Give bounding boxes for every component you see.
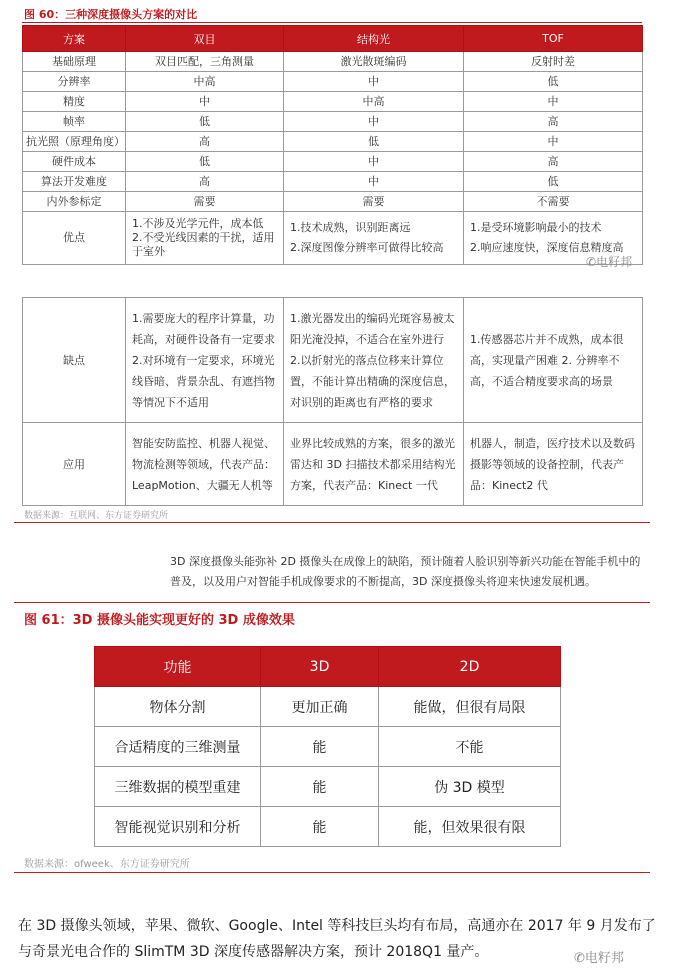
- table-cell: 需要: [126, 192, 284, 212]
- table-cell: 能: [261, 807, 379, 847]
- table-cell: 三维数据的模型重建: [95, 767, 261, 807]
- table-cell: 低: [284, 132, 464, 152]
- header-cell: TOF: [464, 26, 643, 52]
- applications-tof: 机器人，制造，医疗技术以及数码摄影等领域的设备控制，代表产品：Kinect2 代: [464, 423, 643, 506]
- table-cell: 硬件成本: [23, 152, 126, 172]
- table-cell: 精度: [23, 92, 126, 112]
- table-cell: 能: [261, 727, 379, 767]
- table-cell: 中高: [126, 72, 284, 92]
- figure-60-source: 数据来源：互联网、东方证券研究所: [24, 511, 169, 521]
- table-row: [95, 727, 561, 767]
- disadvantages-label: 缺点: [23, 298, 126, 423]
- disadvantages-tof: 1.传感器芯片并不成熟，成本很高，实现量产困难 2. 分辨率不高，不适合精度要求高的场景: [464, 298, 643, 423]
- wechat-icon: ✆: [574, 951, 585, 966]
- advantage-line: 2.响应速度快，深度信息精度高: [470, 241, 624, 254]
- figure-61-bottom-rule: [14, 872, 650, 873]
- watermark: ✆电籽邦: [586, 255, 633, 269]
- table-cell: 双目匹配，三角测量: [126, 52, 284, 72]
- table-cell: 中高: [284, 92, 464, 112]
- table-cell: 中: [126, 92, 284, 112]
- table-cell: 低: [126, 112, 284, 132]
- header-cell: 方案: [23, 26, 126, 52]
- figure-60-title: 图 60：三种深度摄像头方案的对比: [24, 8, 198, 21]
- table-cell: 低: [464, 172, 643, 192]
- body-paragraph-2: 在 3D 摄像头领域，苹果、微软、Google、Intel 等科技巨头均有布局，高通亦在 2017 年 9 月发布了与奇景光电合作的 SlimTM 3D 深度传感器解决方案，预计 2018Q1 量产。: [18, 918, 656, 960]
- table-cell: 高: [126, 132, 284, 152]
- disadvantages-binocular: 1.需要庞大的程序计算量，功耗高，对硬件设备有一定要求 2.对环境有一定要求，环境光线昏暗、背景杂乱、有遮挡物等情况下不适用: [126, 298, 284, 423]
- figure-60-bottom-rule: [14, 522, 650, 523]
- advantages-row: [23, 212, 643, 265]
- table-row: [23, 132, 643, 152]
- table-cell: 反射时差: [464, 52, 643, 72]
- table-cell: 能做，但很有局限: [379, 687, 561, 727]
- figure-61-top-rule: [14, 602, 650, 603]
- applications-structured: 业界比较成熟的方案，很多的激光雷达和 3D 扫描技术都采用结构光方案，代表产品：Kinect 一代: [284, 423, 464, 506]
- table-row: [23, 72, 643, 92]
- table-cell: 内外参标定: [23, 192, 126, 212]
- advantages-structured: [284, 212, 464, 265]
- table-row: [23, 112, 643, 132]
- table-row: [23, 52, 643, 72]
- table-header-row: [23, 26, 643, 52]
- table-row: [95, 687, 561, 727]
- table-cell: 中: [284, 72, 464, 92]
- table-cell: 基础原理: [23, 52, 126, 72]
- table-cell: 低: [464, 72, 643, 92]
- table-row: [23, 152, 643, 172]
- applications-row: [23, 423, 643, 506]
- header-cell: 结构光: [284, 26, 464, 52]
- table-cell: 高: [126, 172, 284, 192]
- table-cell: 不能: [379, 727, 561, 767]
- table-cell: 高: [464, 152, 643, 172]
- advantage-line: 1.不涉及光学元件，成本低: [132, 217, 264, 230]
- table-cell: 物体分割: [95, 687, 261, 727]
- advantage-line: 1.是受环境影响最小的技术: [470, 221, 602, 234]
- header-cell: 2D: [379, 647, 561, 687]
- advantage-line: 1.技术成熟，识别距离远: [290, 221, 411, 234]
- advantages-label: 优点: [23, 212, 126, 265]
- table-cell: 中: [284, 112, 464, 132]
- table-cell: 合适精度的三维测量: [95, 727, 261, 767]
- table-row: [95, 807, 561, 847]
- figure-61-source: 数据来源：ofweek、东方证券研究所: [24, 859, 190, 870]
- body-paragraph-1: 3D 深度摄像头能弥补 2D 摄像头在成像上的缺陷，预计随着人脸识别等新兴功能在智能手机中的普及，以及用户对智能手机成像要求的不断提高，3D 深度摄像头将迎来快速发展机遇。: [170, 555, 641, 588]
- table-cell: 激光散斑编码: [284, 52, 464, 72]
- table-cell: 中: [464, 92, 643, 112]
- table-cell: 需要: [284, 192, 464, 212]
- disadvantages-structured: 1.激光器发出的编码光斑容易被太阳光淹没掉，不适合在室外进行 2.以折射光的落点位移来计算位置，不能计算出精确的深度信息，对识别的距离也有严格的要求: [284, 298, 464, 423]
- table-row: [23, 192, 643, 212]
- table-cell: 不需要: [464, 192, 643, 212]
- figure-61-table: [94, 646, 561, 847]
- wechat-icon: ✆: [586, 255, 597, 269]
- figure-61-title: 图 61：3D 摄像头能实现更好的 3D 成像效果: [24, 613, 295, 628]
- table-cell: 伪 3D 模型: [379, 767, 561, 807]
- table-cell: 低: [126, 152, 284, 172]
- applications-label: 应用: [23, 423, 126, 506]
- table-cell: 能，但效果很有限: [379, 807, 561, 847]
- advantage-line: 2.不受光线因素的干扰，适用: [132, 231, 275, 244]
- applications-binocular: 智能安防监控、机器人视觉、物流检测等领域，代表产品：LeapMotion、大疆无人机等: [126, 423, 284, 506]
- watermark: ✆电籽邦: [574, 951, 624, 966]
- table-cell: 能: [261, 767, 379, 807]
- advantage-line: 2.深度图像分辨率可做得比较高: [290, 241, 444, 254]
- figure-60-title-rule: [22, 22, 642, 23]
- figure-60-table: [22, 25, 643, 265]
- header-cell: 双目: [126, 26, 284, 52]
- table-cell: 中: [284, 172, 464, 192]
- table-cell: 高: [464, 112, 643, 132]
- advantage-line: 于室外: [132, 245, 165, 258]
- header-cell: 功能: [95, 647, 261, 687]
- table-cell: 抗光照（原理角度）: [23, 132, 126, 152]
- table-cell: 智能视觉识别和分析: [95, 807, 261, 847]
- header-cell: 3D: [261, 647, 379, 687]
- table-cell: 更加正确: [261, 687, 379, 727]
- advantages-binocular: [126, 212, 284, 265]
- table-cell: 算法开发难度: [23, 172, 126, 192]
- table-row: [95, 767, 561, 807]
- figure-60-table-continued: [22, 297, 643, 506]
- table-row: [23, 172, 643, 192]
- table-header-row: [95, 647, 561, 687]
- table-cell: 分辨率: [23, 72, 126, 92]
- table-row: [23, 92, 643, 112]
- table-cell: 中: [284, 152, 464, 172]
- table-cell: 中: [464, 132, 643, 152]
- disadvantages-row: [23, 298, 643, 423]
- table-cell: 帧率: [23, 112, 126, 132]
